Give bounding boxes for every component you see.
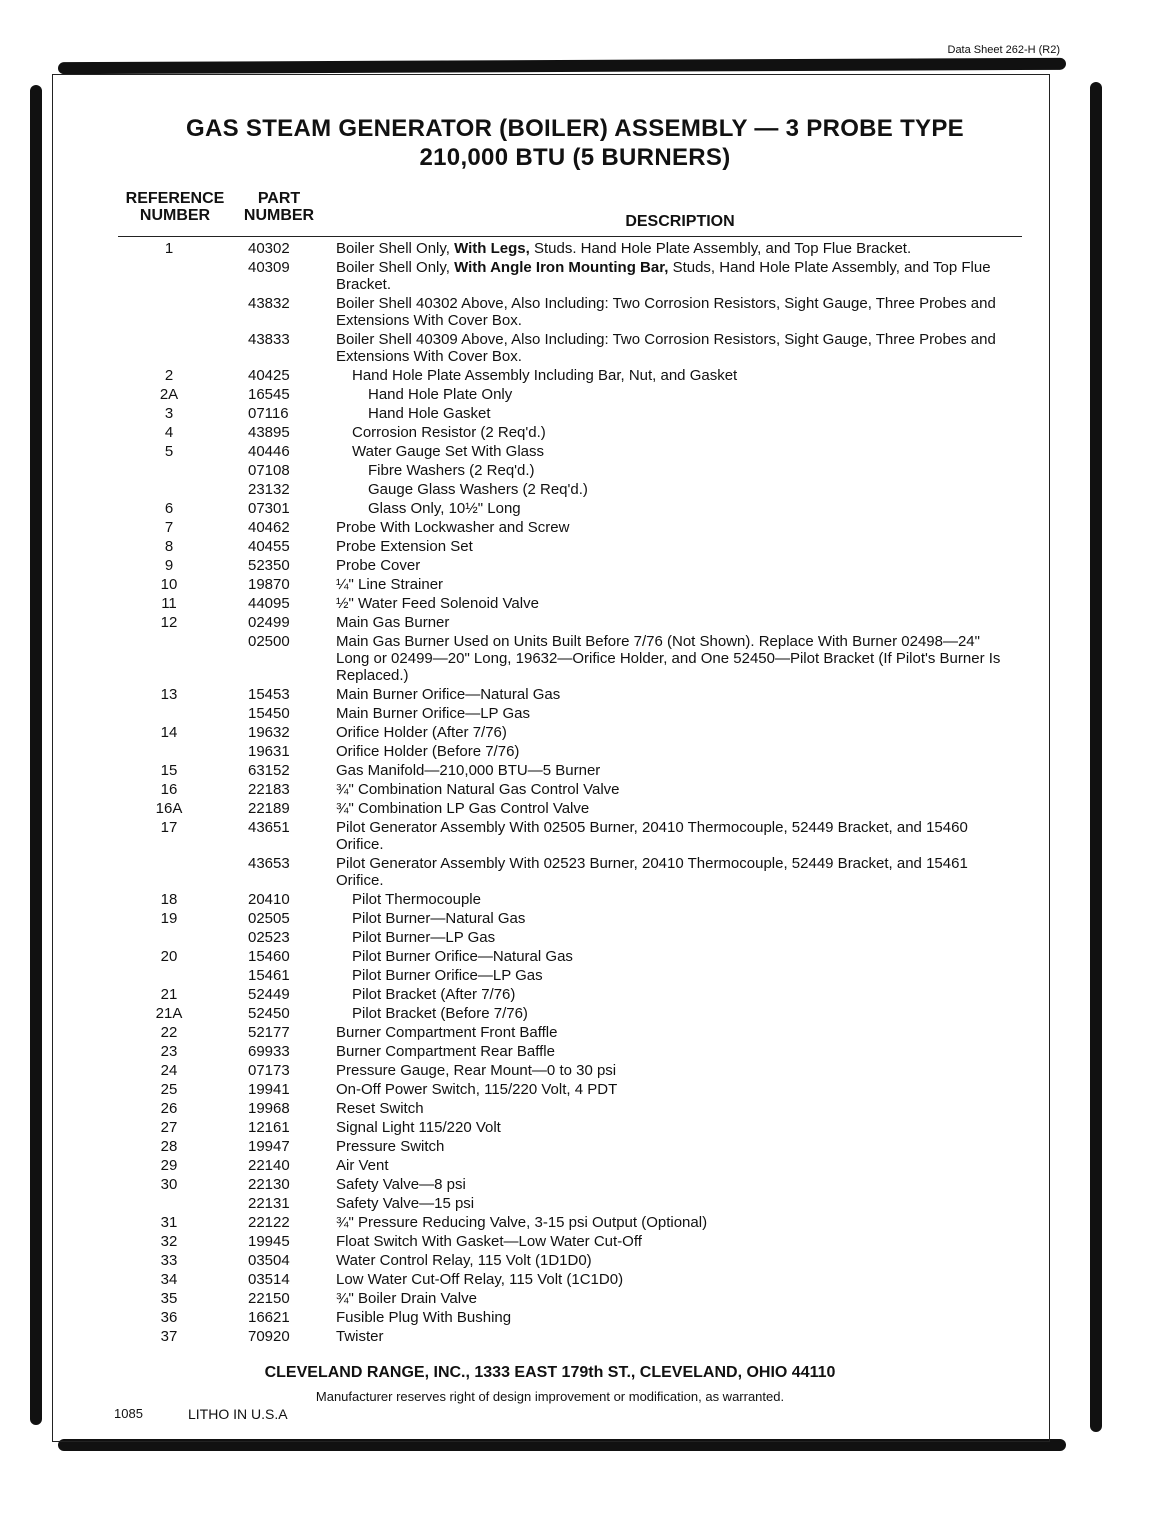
ref-number-cell: 12	[160, 614, 178, 631]
table-row	[0, 891, 1153, 908]
title-line-2: 210,000 BTU (5 BURNERS)	[419, 144, 731, 171]
ref-number-cell: 27	[160, 1119, 178, 1136]
description-text: Main Gas Burner	[336, 614, 450, 631]
ref-number-cell: 19	[160, 910, 178, 927]
part-number-cell: 02505	[248, 910, 290, 927]
parts-list	[0, 240, 1153, 1347]
description-cell	[336, 781, 1008, 798]
ref-number-cell	[144, 259, 194, 293]
part-number-cell: 19632	[248, 724, 290, 741]
ref-number-cell: 30	[160, 1176, 178, 1193]
table-row	[0, 1062, 1153, 1079]
part-number-cell: 15450	[248, 705, 290, 722]
part-number-cell: 40462	[248, 519, 290, 536]
ref-number-cell: 23	[160, 1043, 178, 1060]
description-cell	[336, 762, 1008, 779]
table-row	[0, 1214, 1153, 1231]
table-row	[0, 1157, 1153, 1174]
part-number-cell: 43833	[248, 331, 290, 348]
description-text: Pilot Burner Orifice—LP Gas	[352, 967, 543, 984]
description-text: Probe With Lockwasher and Screw	[336, 519, 570, 536]
description-cell	[336, 240, 1008, 257]
part-number-cell: 12161	[248, 1119, 290, 1136]
ref-number-cell	[144, 929, 194, 946]
description-text: ¾" Pressure Reducing Valve, 3-15 psi Output (Optional)	[336, 1214, 708, 1231]
table-row	[0, 331, 1153, 365]
description-cell	[336, 633, 1008, 684]
description-cell	[336, 259, 1008, 293]
description-text: Glass Only, 10½" Long	[368, 500, 521, 517]
table-row	[0, 819, 1153, 853]
description-text: Gas Manifold—210,000 BTU—5 Burner	[336, 762, 601, 779]
warranty-note: Manufacturer reserves right of design improvement or modification, as warranted.	[315, 1389, 785, 1404]
table-row	[0, 424, 1153, 441]
ref-number-cell: 7	[164, 519, 174, 536]
description-cell	[336, 443, 1024, 460]
table-row	[0, 986, 1153, 1003]
table-row	[0, 595, 1153, 612]
description-cell	[336, 1290, 1008, 1307]
part-number-cell: 52450	[248, 1005, 290, 1022]
part-number-cell: 20410	[248, 891, 290, 908]
description-text: Pilot Burner Orifice—Natural Gas	[352, 948, 573, 965]
description-cell	[336, 1100, 1008, 1117]
description-cell	[336, 462, 1040, 479]
ref-number-cell: 35	[160, 1290, 178, 1307]
table-row	[0, 762, 1153, 779]
table-row	[0, 538, 1153, 555]
table-row	[0, 259, 1153, 293]
part-number-cell: 43653	[248, 855, 290, 872]
description-bold-text: With Angle Iron Mounting Bar,	[454, 259, 669, 276]
description-text: Fusible Plug With Bushing	[336, 1309, 512, 1326]
description-cell	[336, 614, 1008, 631]
ref-number-cell: 26	[160, 1100, 178, 1117]
description-cell	[336, 948, 1024, 965]
litho-note: LITHO IN U.S.A	[188, 1406, 288, 1422]
table-row	[0, 705, 1153, 722]
table-row	[0, 686, 1153, 703]
ref-number-cell: 37	[160, 1328, 178, 1345]
description-text-continued: Studs. Hand Hole Plate Assembly, and Top Flue Bracket.	[529, 240, 912, 257]
ref-number-cell: 2	[164, 367, 174, 384]
part-number-cell: 16545	[248, 386, 290, 403]
table-row	[0, 1138, 1153, 1155]
part-number-cell: 22189	[248, 800, 290, 817]
ref-number-cell: 32	[160, 1233, 178, 1250]
part-number-cell: 22122	[248, 1214, 290, 1231]
ref-number-cell: 18	[160, 891, 178, 908]
part-number-cell: 40309	[248, 259, 290, 276]
description-cell	[336, 910, 1024, 927]
ref-number-cell: 14	[160, 724, 178, 741]
part-number-cell: 63152	[248, 762, 290, 779]
ref-number-cell: 3	[164, 405, 174, 422]
part-number-cell: 43651	[248, 819, 290, 836]
ref-number-cell	[144, 295, 194, 329]
ref-number-cell: 2A	[159, 386, 179, 403]
table-row	[0, 519, 1153, 536]
description-text: Boiler Shell Only,	[336, 240, 455, 257]
table-row	[0, 1005, 1153, 1022]
ref-number-cell: 20	[160, 948, 178, 965]
description-cell	[336, 1157, 1008, 1174]
ref-number-cell: 10	[160, 576, 178, 593]
part-number-cell: 22131	[248, 1195, 290, 1212]
table-row	[0, 1328, 1153, 1345]
description-text: ¾" Combination LP Gas Control Valve	[336, 800, 590, 817]
ref-number-cell: 31	[160, 1214, 178, 1231]
ref-number-cell: 13	[160, 686, 178, 703]
part-number-cell: 07108	[248, 462, 290, 479]
table-row	[0, 1290, 1153, 1307]
table-row	[0, 1252, 1153, 1269]
ref-number-cell: 29	[160, 1157, 178, 1174]
ref-number-cell: 36	[160, 1309, 178, 1326]
ref-number-cell	[144, 855, 194, 889]
ref-number-cell: 33	[160, 1252, 178, 1269]
description-cell	[336, 500, 1040, 517]
description-text: Safety Valve—8 psi	[336, 1176, 466, 1193]
part-number-cell: 07116	[248, 405, 289, 422]
ref-number-cell: 11	[161, 595, 177, 612]
description-cell	[336, 686, 1008, 703]
description-text: Pilot Burner—LP Gas	[352, 929, 496, 946]
description-cell	[336, 929, 1024, 946]
description-cell	[336, 1309, 1008, 1326]
table-row	[0, 724, 1153, 741]
description-text: Orifice Holder (Before 7/76)	[336, 743, 520, 760]
description-cell	[336, 1328, 1008, 1345]
ref-number-cell: 21A	[155, 1005, 183, 1022]
description-cell	[336, 1195, 1008, 1212]
ref-number-cell: 34	[160, 1271, 178, 1288]
description-text: Main Burner Orifice—Natural Gas	[336, 686, 561, 703]
description-cell	[336, 519, 1008, 536]
part-number-cell: 52449	[248, 986, 290, 1003]
ref-number-cell: 8	[164, 538, 174, 555]
sheet-id: Data Sheet 262-H (R2)	[947, 44, 1060, 56]
description-cell	[336, 986, 1024, 1003]
description-text: Twister	[336, 1328, 384, 1345]
ref-number-cell	[144, 705, 194, 722]
table-row	[0, 1100, 1153, 1117]
table-row	[0, 462, 1153, 479]
ref-number-cell: 22	[160, 1024, 178, 1041]
description-cell	[336, 855, 1008, 889]
table-row	[0, 500, 1153, 517]
part-number-cell: 19631	[248, 743, 290, 760]
title-line-1: GAS STEAM GENERATOR (BOILER) ASSEMBLY — 3 PROBE TYPE	[186, 115, 964, 142]
table-row	[0, 910, 1153, 927]
ref-number-cell: 16A	[155, 800, 183, 817]
description-cell	[336, 1005, 1024, 1022]
table-row	[0, 1195, 1153, 1212]
description-cell	[336, 1081, 1008, 1098]
table-row	[0, 481, 1153, 498]
part-number-cell: 19968	[248, 1100, 290, 1117]
description-text: Boiler Shell Only,	[336, 259, 455, 276]
ref-header-line-1: REFERENCE	[125, 190, 225, 207]
description-text: Burner Compartment Rear Baffle	[336, 1043, 555, 1060]
description-text: Burner Compartment Front Baffle	[336, 1024, 558, 1041]
top-border-bar	[58, 58, 1066, 74]
part-number-cell: 44095	[248, 595, 290, 612]
description-cell	[336, 724, 1008, 741]
description-cell	[336, 891, 1024, 908]
description-cell	[336, 800, 1008, 817]
description-cell	[336, 576, 1008, 593]
ref-number-cell	[144, 633, 194, 684]
description-text: Hand Hole Gasket	[368, 405, 491, 422]
ref-number-cell	[144, 1195, 194, 1212]
page-title	[100, 114, 1050, 172]
table-row	[0, 1081, 1153, 1098]
part-number-cell: 40455	[248, 538, 290, 555]
part-number-cell: 03514	[248, 1271, 290, 1288]
ref-number-cell: 25	[160, 1081, 178, 1098]
ref-number-cell: 6	[164, 500, 174, 517]
description-text: Pilot Thermocouple	[352, 891, 481, 908]
ref-number-cell: 9	[164, 557, 174, 574]
part-number-cell: 15461	[248, 967, 290, 984]
part-number-cell: 22140	[248, 1157, 290, 1174]
table-row	[0, 443, 1153, 460]
description-text: Air Vent	[336, 1157, 389, 1174]
part-number-cell: 03504	[248, 1252, 290, 1269]
part-number-cell: 16621	[248, 1309, 290, 1326]
description-cell	[336, 1271, 1008, 1288]
description-text: Pilot Generator Assembly With 02523 Burner, 20410 Thermocouple, 52449 Bracket, and 15461 Orifice.	[336, 855, 968, 889]
part-number-cell: 22183	[248, 781, 290, 798]
table-row	[0, 1024, 1153, 1041]
description-text: Main Gas Burner Used on Units Built Before 7/76 (Not Shown). Replace With Burner 02498—24" Long or 02499—20" Long, 19632—Orifice Holder, and One 52450—Pilot Bracket (If Pilot's Burner Is Replaced.)	[336, 633, 1001, 684]
table-row	[0, 576, 1153, 593]
part-header-line-2: NUMBER	[243, 207, 315, 224]
description-cell	[336, 557, 1008, 574]
part-number-cell: 19945	[248, 1233, 290, 1250]
part-number-cell: 15453	[248, 686, 290, 703]
form-code: 1085	[114, 1406, 143, 1421]
ref-number-cell: 4	[164, 424, 174, 441]
description-text: Pressure Switch	[336, 1138, 445, 1155]
description-text: Float Switch With Gasket—Low Water Cut-Off	[336, 1233, 642, 1250]
part-number-cell: 19941	[248, 1081, 290, 1098]
description-text: ¾" Combination Natural Gas Control Valve	[336, 781, 620, 798]
table-row	[0, 367, 1153, 384]
description-text: Hand Hole Plate Assembly Including Bar, Nut, and Gasket	[352, 367, 738, 384]
description-cell	[336, 331, 1008, 365]
description-cell	[336, 1252, 1008, 1269]
part-number-cell: 07301	[248, 500, 290, 517]
ref-number-cell: 1	[164, 240, 174, 257]
description-text: Pilot Burner—Natural Gas	[352, 910, 526, 927]
description-text: Main Burner Orifice—LP Gas	[336, 705, 530, 722]
part-number-cell: 02500	[248, 633, 290, 650]
description-cell	[336, 1119, 1008, 1136]
description-cell	[336, 1176, 1008, 1193]
description-text: Pressure Gauge, Rear Mount—0 to 30 psi	[336, 1062, 617, 1079]
company-address: CLEVELAND RANGE, INC., 1333 EAST 179th ST., CLEVELAND, OHIO 44110	[264, 1364, 836, 1381]
description-text: Water Gauge Set With Glass	[352, 443, 545, 460]
ref-number-cell	[144, 743, 194, 760]
part-number-cell: 52350	[248, 557, 290, 574]
description-text: Boiler Shell 40302 Above, Also Including: Two Corrosion Resistors, Sight Gauge, Three Probes and Extensions With Cover Box.	[336, 295, 996, 329]
description-cell	[336, 405, 1040, 422]
table-row	[0, 1233, 1153, 1250]
part-number-cell: 43832	[248, 295, 290, 312]
part-number-cell: 02523	[248, 929, 290, 946]
description-text: ¾" Boiler Drain Valve	[336, 1290, 477, 1307]
part-number-cell: 07173	[248, 1062, 290, 1079]
table-row	[0, 948, 1153, 965]
description-text: On-Off Power Switch, 115/220 Volt, 4 PDT	[336, 1081, 618, 1098]
description-text: ¼" Line Strainer	[336, 576, 444, 593]
part-number-cell: 02499	[248, 614, 290, 631]
description-text: Pilot Bracket (After 7/76)	[352, 986, 516, 1003]
part-number-cell: 40302	[248, 240, 290, 257]
description-cell	[336, 1233, 1008, 1250]
table-row	[0, 800, 1153, 817]
table-row	[0, 781, 1153, 798]
description-text: Boiler Shell 40309 Above, Also Including: Two Corrosion Resistors, Sight Gauge, Three Probes and Extensions With Cover Box.	[336, 331, 996, 365]
part-number-cell: 19870	[248, 576, 290, 593]
part-number-cell: 19947	[248, 1138, 290, 1155]
part-number-cell: 23132	[248, 481, 290, 498]
ref-number-header	[115, 190, 235, 224]
table-row	[0, 929, 1153, 946]
description-text: Safety Valve—15 psi	[336, 1195, 475, 1212]
description-cell	[336, 1024, 1008, 1041]
table-row	[0, 633, 1153, 684]
ref-number-cell	[144, 462, 194, 479]
description-cell	[336, 1043, 1008, 1060]
description-text: Signal Light 115/220 Volt	[336, 1119, 501, 1136]
part-number-cell: 69933	[248, 1043, 290, 1060]
ref-number-cell	[144, 481, 194, 498]
part-number-cell: 70920	[248, 1328, 290, 1345]
description-text: Probe Cover	[336, 557, 421, 574]
description-cell	[336, 386, 1040, 403]
table-row	[0, 240, 1153, 257]
description-text: Pilot Bracket (Before 7/76)	[352, 1005, 528, 1022]
description-cell	[336, 705, 1008, 722]
ref-number-cell: 16	[160, 781, 178, 798]
description-text: Fibre Washers (2 Req'd.)	[368, 462, 535, 479]
ref-number-cell: 28	[160, 1138, 178, 1155]
part-header-line-1: PART	[257, 190, 301, 207]
table-row	[0, 1176, 1153, 1193]
description-text: Hand Hole Plate Only	[368, 386, 513, 403]
ref-number-cell: 24	[160, 1062, 178, 1079]
ref-number-cell	[144, 967, 194, 984]
ref-number-cell	[144, 331, 194, 365]
part-number-cell: 40425	[248, 367, 290, 384]
part-number-cell: 40446	[248, 443, 290, 460]
table-row	[0, 1119, 1153, 1136]
description-text: Gauge Glass Washers (2 Req'd.)	[368, 481, 588, 498]
ref-number-cell: 21	[160, 986, 178, 1003]
description-text: Pilot Generator Assembly With 02505 Burner, 20410 Thermocouple, 52449 Bracket, and 15460 Orifice.	[336, 819, 968, 853]
table-row	[0, 743, 1153, 760]
part-number-cell: 43895	[248, 424, 290, 441]
part-number-cell: 52177	[248, 1024, 290, 1041]
table-row	[0, 405, 1153, 422]
description-text-continued: Studs, Hand Hole Plate Assembly, and Top Flue Bracket.	[336, 259, 991, 293]
description-text: Reset Switch	[336, 1100, 424, 1117]
table-row	[0, 295, 1153, 329]
description-bold-text: With Legs,	[454, 240, 530, 257]
header-rule	[118, 236, 1022, 237]
description-cell	[336, 967, 1024, 984]
table-row	[0, 1271, 1153, 1288]
table-row	[0, 557, 1153, 574]
description-text: Water Control Relay, 115 Volt (1D1D0)	[336, 1252, 592, 1269]
description-header: DESCRIPTION	[625, 213, 735, 230]
description-cell	[336, 595, 1008, 612]
description-cell	[336, 743, 1008, 760]
description-text: ½" Water Feed Solenoid Valve	[336, 595, 539, 612]
table-row	[0, 1309, 1153, 1326]
description-cell	[336, 481, 1040, 498]
description-text: Low Water Cut-Off Relay, 115 Volt (1C1D0)	[336, 1271, 624, 1288]
table-row	[0, 386, 1153, 403]
table-row	[0, 855, 1153, 889]
description-cell	[336, 1138, 1008, 1155]
ref-header-line-2: NUMBER	[139, 207, 211, 224]
part-number-header	[236, 190, 322, 224]
part-number-cell: 15460	[248, 948, 290, 965]
description-cell	[336, 819, 1008, 853]
description-cell	[336, 295, 1008, 329]
part-number-cell: 22150	[248, 1290, 290, 1307]
description-text: Corrosion Resistor (2 Req'd.)	[352, 424, 546, 441]
description-text: Probe Extension Set	[336, 538, 473, 555]
description-cell	[336, 538, 1008, 555]
description-text: Orifice Holder (After 7/76)	[336, 724, 507, 741]
description-cell	[336, 1062, 1008, 1079]
table-row	[0, 1043, 1153, 1060]
table-row	[0, 614, 1153, 631]
ref-number-cell: 17	[160, 819, 178, 836]
table-row	[0, 967, 1153, 984]
description-cell	[336, 424, 1024, 441]
ref-number-cell: 5	[164, 443, 174, 460]
description-cell	[336, 367, 1024, 384]
part-number-cell: 22130	[248, 1176, 290, 1193]
description-cell	[336, 1214, 1008, 1231]
ref-number-cell: 15	[160, 762, 178, 779]
